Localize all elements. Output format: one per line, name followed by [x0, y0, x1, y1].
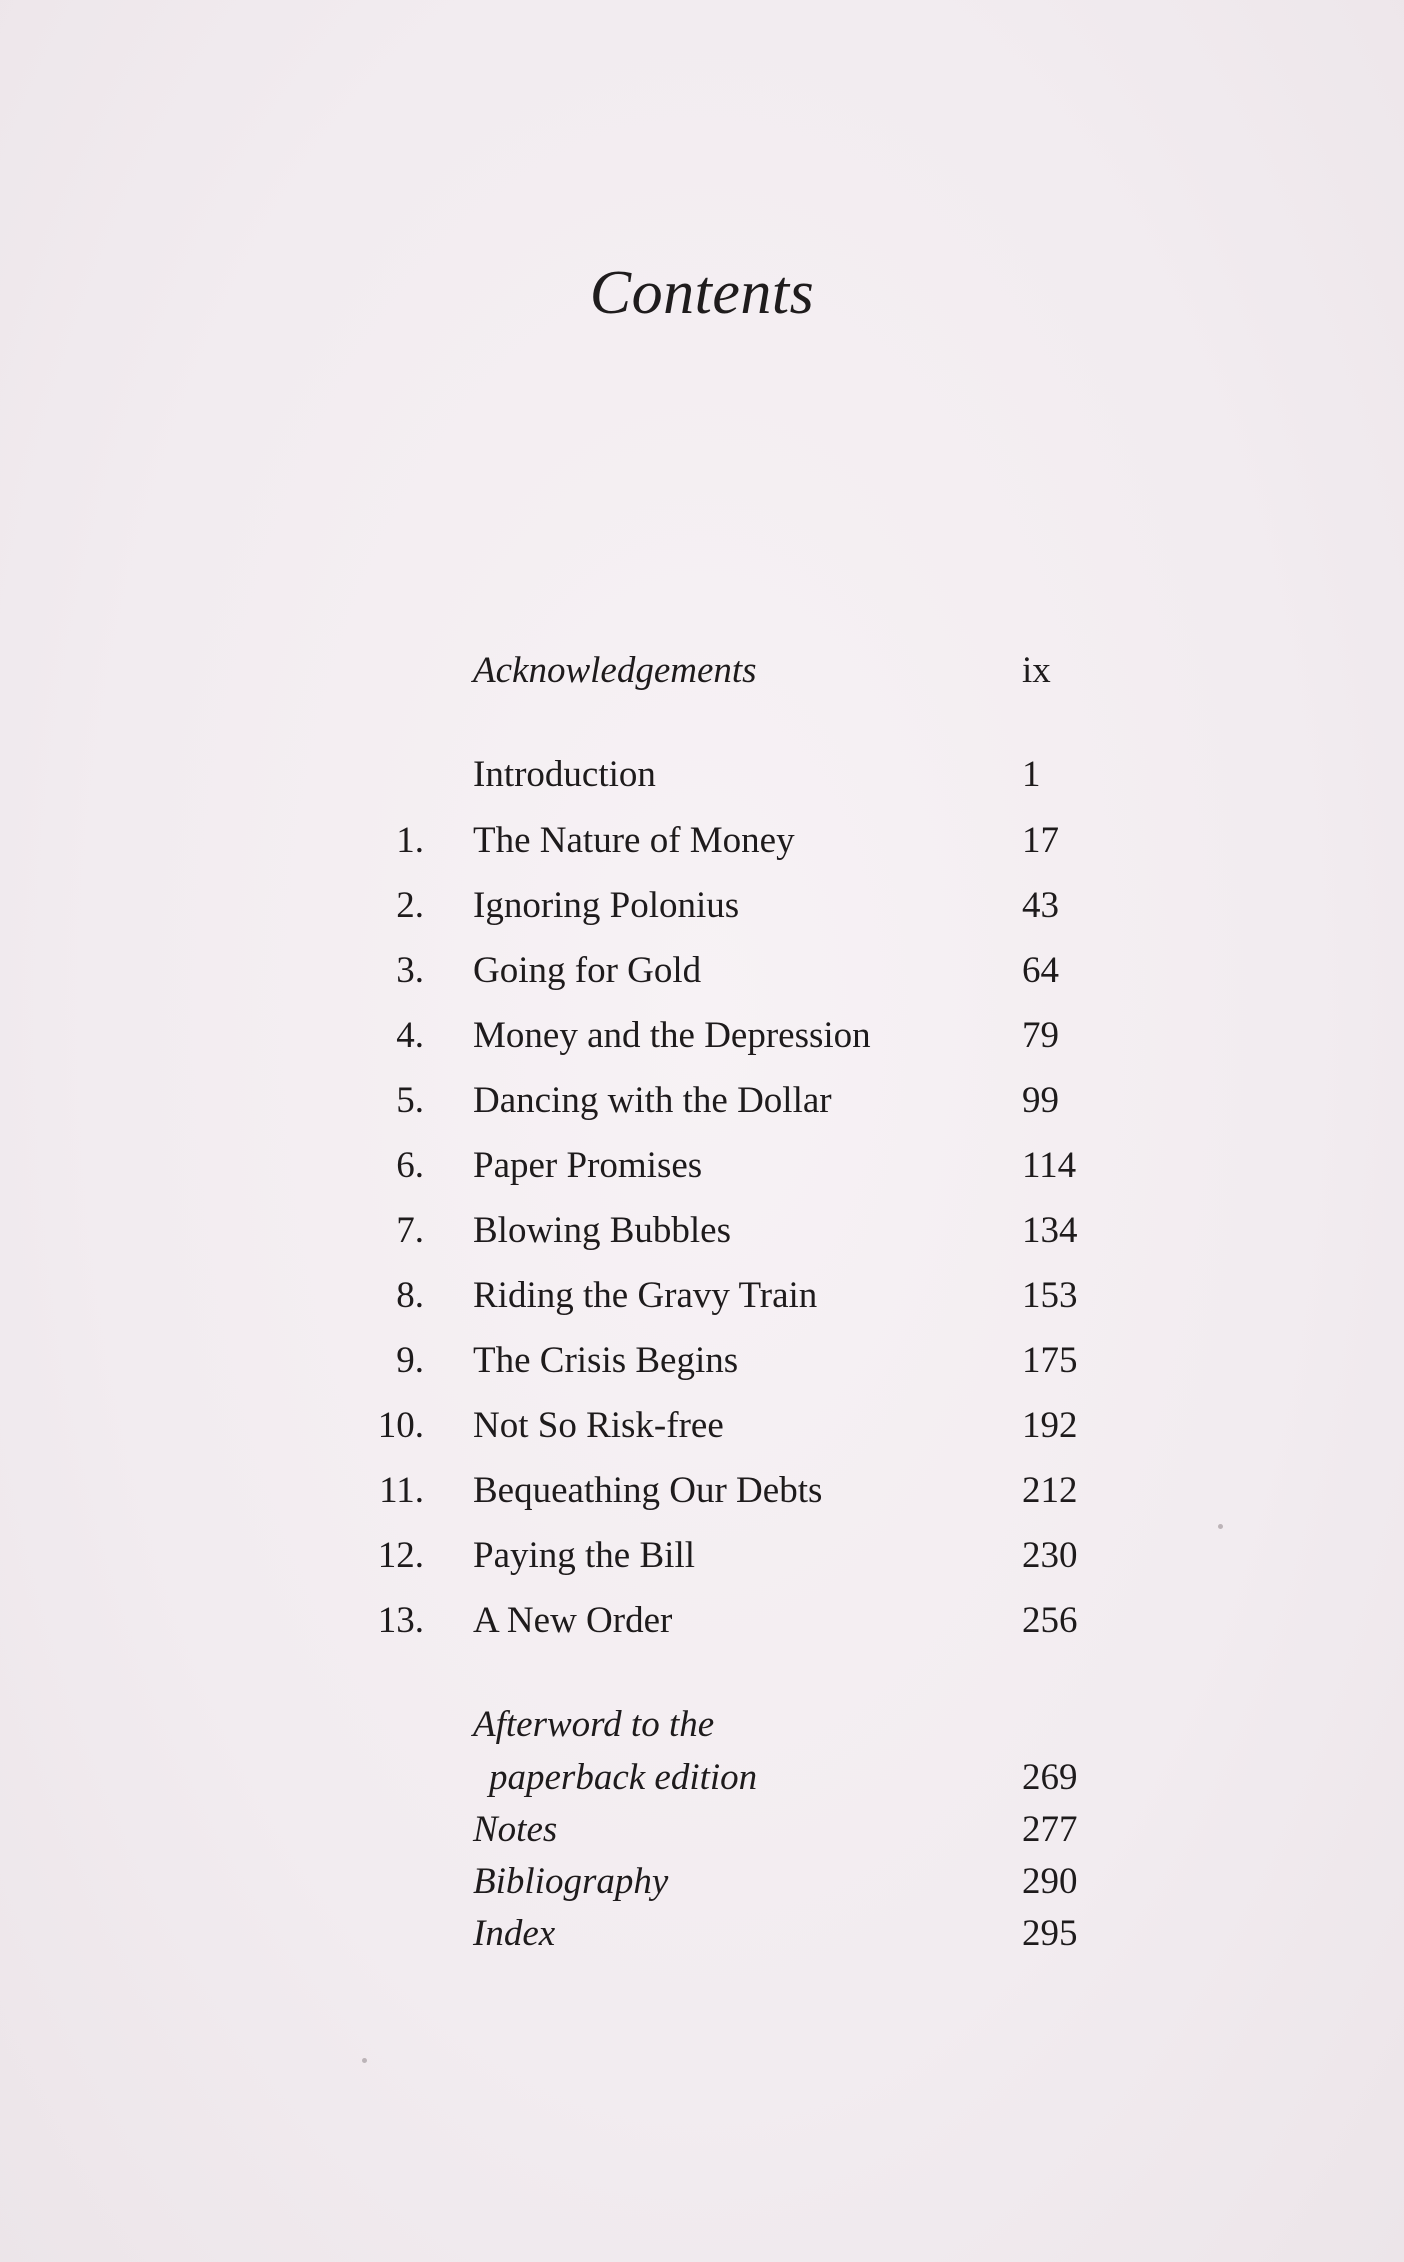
- entry-page: 175: [1022, 1340, 1078, 1381]
- entry-title: The Crisis Begins: [473, 1340, 739, 1381]
- entry-page: ix: [1022, 650, 1051, 691]
- page-title: Contents: [589, 259, 815, 327]
- toc-entry-index: [0, 1909, 1404, 1959]
- toc-entry-acknowledgements: [0, 646, 1404, 696]
- entry-page: 277: [1022, 1809, 1078, 1850]
- entry-title: Dancing with the Dollar: [473, 1080, 832, 1121]
- entry-title: Bequeathing Our Debts: [473, 1470, 823, 1511]
- paper-speck: [1218, 1524, 1223, 1529]
- entry-number: 5.: [396, 1080, 424, 1121]
- entry-number: 6.: [396, 1145, 424, 1186]
- entry-number: 1.: [396, 820, 424, 861]
- entry-number: 4.: [396, 1015, 424, 1056]
- entry-number: 3.: [396, 950, 424, 991]
- entry-page: 114: [1022, 1145, 1077, 1186]
- entry-number: 10.: [377, 1405, 424, 1446]
- entry-page: 269: [1022, 1757, 1078, 1798]
- toc-entry-chapter-2: [0, 881, 1404, 931]
- entry-number: 13.: [377, 1600, 424, 1641]
- toc-entry-chapter-12: [0, 1531, 1404, 1581]
- entry-page: 79: [1022, 1015, 1059, 1056]
- entry-page: 230: [1022, 1535, 1078, 1576]
- entry-title: Notes: [473, 1809, 558, 1850]
- entry-title: Index: [473, 1913, 556, 1954]
- entry-title: Afterword to the: [473, 1704, 715, 1745]
- entry-title: Paying the Bill: [473, 1535, 695, 1576]
- entry-title: Paper Promises: [473, 1145, 703, 1186]
- toc-entry-chapter-5: [0, 1076, 1404, 1126]
- entry-number: 12.: [377, 1535, 424, 1576]
- toc-entry-bibliography: [0, 1857, 1404, 1907]
- toc-entry-chapter-9: [0, 1336, 1404, 1386]
- paper-speck: [362, 2058, 367, 2063]
- toc-entry-chapter-4: [0, 1011, 1404, 1061]
- toc-entry-chapter-8: [0, 1271, 1404, 1321]
- entry-title: Money and the Depression: [473, 1015, 871, 1056]
- entry-title: paperback edition: [489, 1757, 758, 1798]
- entry-title: Ignoring Polonius: [473, 885, 740, 926]
- toc-entry-chapter-7: [0, 1206, 1404, 1256]
- entry-page: 290: [1022, 1861, 1078, 1902]
- entry-page: 1: [1022, 754, 1041, 795]
- entry-page: 212: [1022, 1470, 1078, 1511]
- toc-entry-chapter-6: [0, 1141, 1404, 1191]
- toc-entry-chapter-13: [0, 1596, 1404, 1646]
- toc-entry-chapter-11: [0, 1466, 1404, 1516]
- entry-page: 43: [1022, 885, 1059, 926]
- entry-page: 295: [1022, 1913, 1078, 1954]
- entry-number: 2.: [396, 885, 424, 926]
- entry-page: 134: [1022, 1210, 1078, 1251]
- toc-entry-chapter-3: [0, 946, 1404, 996]
- entry-page: 153: [1022, 1275, 1078, 1316]
- entry-title: The Nature of Money: [473, 820, 795, 861]
- entry-title: Bibliography: [473, 1861, 669, 1902]
- entry-title: Acknowledgements: [473, 650, 757, 691]
- entry-page: 99: [1022, 1080, 1059, 1121]
- toc-entry-chapter-10: [0, 1401, 1404, 1451]
- entry-page: 256: [1022, 1600, 1078, 1641]
- entry-page: 64: [1022, 950, 1059, 991]
- toc-entry-chapter-1: [0, 816, 1404, 866]
- entry-number: 9.: [396, 1340, 424, 1381]
- toc-entry-introduction: [0, 750, 1404, 800]
- toc-entry-afterword-line-1: [0, 1700, 1404, 1750]
- entry-title: Not So Risk-free: [473, 1405, 724, 1446]
- entry-title: Going for Gold: [473, 950, 702, 991]
- entry-title: A New Order: [473, 1600, 673, 1641]
- entry-number: 7.: [396, 1210, 424, 1251]
- entry-title: Blowing Bubbles: [473, 1210, 731, 1251]
- entry-number: 8.: [396, 1275, 424, 1316]
- entry-title: Riding the Gravy Train: [473, 1275, 818, 1316]
- toc-entry-afterword-line-2: [0, 1753, 1404, 1803]
- entry-page: 17: [1022, 820, 1059, 861]
- entry-title: Introduction: [473, 754, 656, 795]
- entry-page: 192: [1022, 1405, 1078, 1446]
- toc-entry-notes: [0, 1805, 1404, 1855]
- entry-number: 11.: [379, 1470, 424, 1511]
